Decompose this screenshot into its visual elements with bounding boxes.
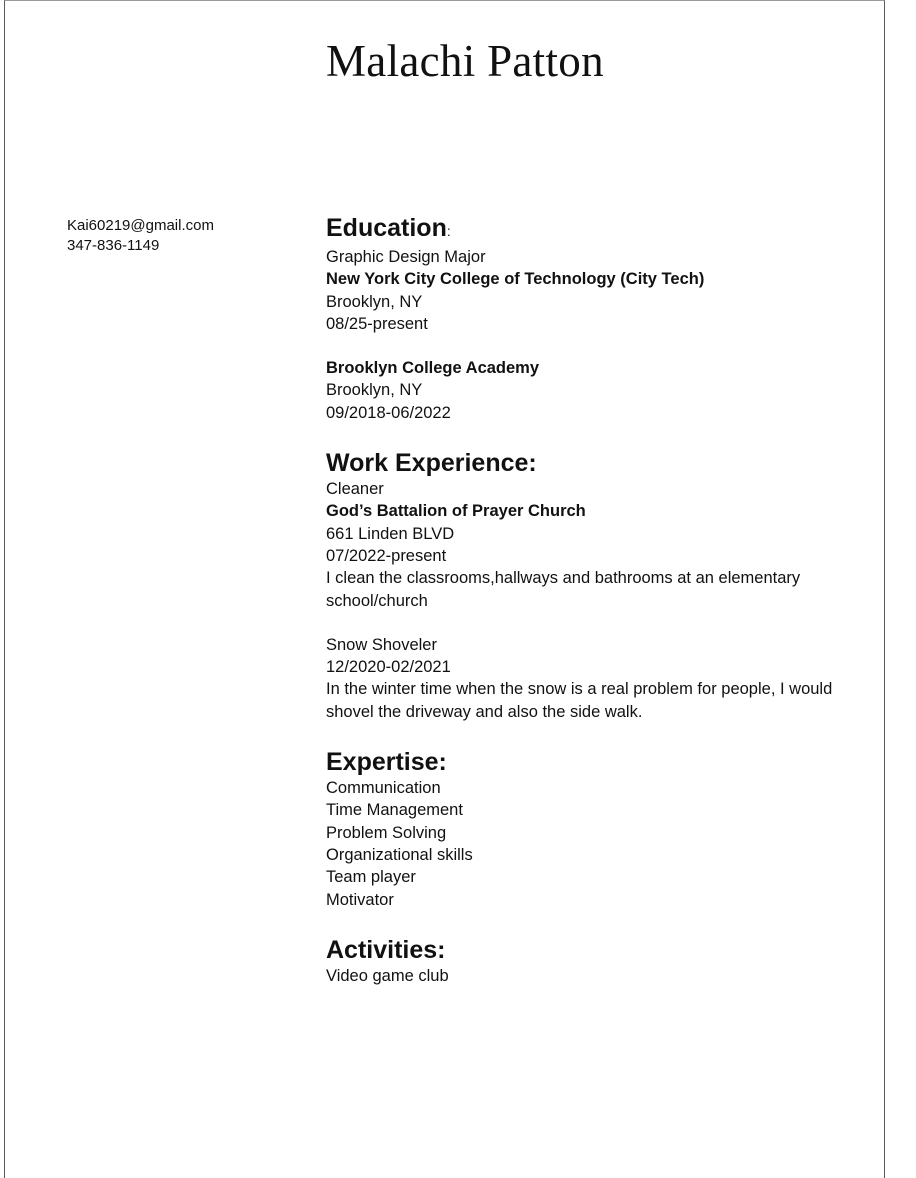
expertise-item: Problem Solving (326, 823, 447, 842)
resume-name: Malachi Patton (326, 36, 604, 86)
work-role: Cleaner (326, 480, 384, 499)
activity-item: Video game club (326, 966, 449, 985)
education-heading-text: Education (326, 214, 447, 242)
contact-phone[interactable]: 347-836-1149 (67, 237, 160, 254)
work-role: Snow Shoveler (326, 635, 437, 654)
expertise-item: Motivator (326, 890, 394, 909)
education-location: Brooklyn, NY (326, 292, 423, 311)
education-entry (326, 246, 846, 335)
activities-heading: Activities: (326, 935, 446, 964)
expertise-section (326, 747, 846, 911)
contact-email[interactable]: Kai60219@gmail.com (67, 217, 214, 234)
expertise-item: Organizational skills (326, 845, 473, 864)
work-dates: 07/2022-present (326, 546, 447, 565)
work-employer: God’s Battalion of Prayer Church (326, 502, 586, 521)
education-heading (326, 213, 846, 246)
expertise-item: Communication (326, 779, 441, 798)
education-dates: 09/2018-06/2022 (326, 403, 451, 422)
work-description: I clean the classrooms,hallways and bathrooms at an elementary school/church (326, 569, 801, 610)
education-major: Graphic Design Major (326, 248, 486, 266)
work-address: 661 Linden BLVD (326, 524, 455, 543)
education-school: Brooklyn College Academy (326, 359, 540, 378)
activities-section (326, 935, 846, 987)
education-dates: 08/25-present (326, 314, 428, 333)
education-entry (326, 357, 846, 424)
work-experience-section (326, 448, 846, 723)
expertise-item: Team player (326, 868, 416, 887)
resume-body (326, 213, 846, 987)
education-section (326, 213, 846, 424)
education-heading-colon: : (446, 223, 451, 239)
resume-page (4, 0, 885, 1178)
work-dates: 12/2020-02/2021 (326, 658, 451, 677)
education-school: New York City College of Technology (City Tech) (326, 270, 705, 289)
work-experience-heading: Work Experience: (326, 449, 537, 478)
contact-info (67, 216, 214, 256)
education-location: Brooklyn, NY (326, 381, 423, 400)
expertise-item: Time Management (326, 801, 463, 820)
work-description: In the winter time when the snow is a real problem for people, I would shovel the driveway and also the side walk. (326, 680, 833, 721)
work-entry (326, 478, 846, 612)
expertise-heading: Expertise: (326, 748, 447, 777)
work-entry (326, 634, 846, 723)
